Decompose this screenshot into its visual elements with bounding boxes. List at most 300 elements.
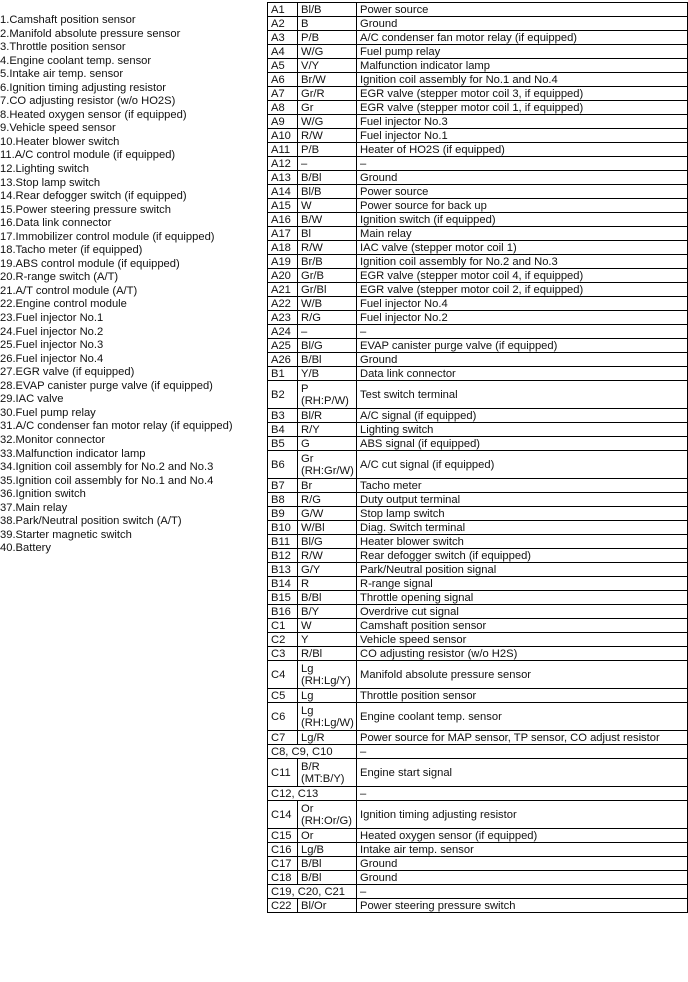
wire-color-cell (298, 283, 357, 297)
wire-color-cell (298, 535, 357, 549)
legend-item: 38.Park/Neutral position switch (A/T) (0, 515, 182, 528)
wire-color: B/Bl (301, 591, 322, 604)
table-row (268, 339, 688, 353)
table-row (268, 633, 688, 647)
circuit-cell: Camshaft position sensor (357, 619, 688, 633)
wire-color: W (301, 199, 312, 212)
legend-item: 22.Engine control module (0, 298, 127, 311)
wire-color: R/G (301, 493, 321, 506)
terminal-cell: A21 (268, 283, 298, 297)
circuit-cell: Data link connector (357, 367, 688, 381)
wire-color: Or (301, 829, 314, 842)
terminal-cell: A11 (268, 143, 298, 157)
circuit-cell: Heated oxygen sensor (if equipped) (357, 829, 688, 843)
legend-item: 30.Fuel pump relay (0, 406, 96, 419)
table-row (268, 31, 688, 45)
terminal-cell: A24 (268, 325, 298, 339)
table-row (268, 745, 688, 759)
wire-color-cell (298, 115, 357, 129)
circuit-cell: Heater blower switch (357, 535, 688, 549)
wire-color-cell (298, 577, 357, 591)
circuit-cell: Ignition timing adjusting resistor (357, 801, 688, 829)
wire-color-cell (298, 409, 357, 423)
wire-color: B/Bl (301, 353, 322, 366)
wire-color-cell (298, 549, 357, 563)
table-row (268, 731, 688, 745)
table-row (268, 3, 688, 17)
wire-color-cell (298, 87, 357, 101)
legend-item: 25.Fuel injector No.3 (0, 339, 104, 352)
circuit-cell: Fuel injector No.2 (357, 311, 688, 325)
wire-color: Bl (301, 227, 311, 240)
legend-item: 13.Stop lamp switch (0, 176, 101, 189)
legend-item: 17.Immobilizer control module (if equipped) (0, 230, 215, 243)
legend-item: 7.CO adjusting resistor (w/o HO2S) (0, 95, 176, 108)
terminal-cell: B4 (268, 423, 298, 437)
terminal-cell: B7 (268, 479, 298, 493)
wire-color-cell (298, 255, 357, 269)
table-row (268, 493, 688, 507)
table-row (268, 241, 688, 255)
table-row (268, 409, 688, 423)
terminal-cell: B15 (268, 591, 298, 605)
wire-color-cell (298, 129, 357, 143)
terminal-cell: A15 (268, 199, 298, 213)
terminal-cell: A26 (268, 353, 298, 367)
wire-color: W (301, 619, 312, 632)
wire-color: W/G (301, 45, 324, 58)
wire-color-cell (298, 199, 357, 213)
table-row (268, 787, 688, 801)
terminal-cell: C18 (268, 871, 298, 885)
table-row (268, 353, 688, 367)
terminal-cell: A23 (268, 311, 298, 325)
wire-color-cell (298, 31, 357, 45)
table-row (268, 101, 688, 115)
terminal-cell: C17 (268, 857, 298, 871)
table-row (268, 885, 688, 899)
wire-color-cell (298, 3, 357, 17)
circuit-cell: Fuel injector No.3 (357, 115, 688, 129)
table-row (268, 115, 688, 129)
legend-item: 28.EVAP canister purge valve (if equipped) (0, 379, 213, 392)
wire-color: B/Bl (301, 871, 322, 884)
table-row (268, 171, 688, 185)
circuit-cell: CO adjusting resistor (w/o H2S) (357, 647, 688, 661)
wire-color: P/B (301, 31, 320, 44)
table-row (268, 577, 688, 591)
wire-color: R/W (301, 129, 323, 142)
circuit-cell: Throttle opening signal (357, 591, 688, 605)
circuit-cell: Fuel injector No.4 (357, 297, 688, 311)
terminal-cell: A7 (268, 87, 298, 101)
circuit-cell: Power source (357, 185, 688, 199)
legend-item: 8.Heated oxygen sensor (if equipped) (0, 108, 187, 121)
wire-color: Bl/R (301, 409, 323, 422)
wire-color: Gr/B (301, 269, 324, 282)
terminal-cell: C14 (268, 801, 298, 829)
wire-color-cell (298, 185, 357, 199)
table-body (268, 3, 688, 913)
terminal-cell: B16 (268, 605, 298, 619)
terminal-cell: A8 (268, 101, 298, 115)
table-row (268, 829, 688, 843)
wire-color-cell (298, 297, 357, 311)
wire-color: Gr (301, 101, 314, 114)
wire-color-cell (298, 143, 357, 157)
table-row (268, 507, 688, 521)
circuit-cell: Overdrive cut signal (357, 605, 688, 619)
table-row (268, 479, 688, 493)
legend-item: 37.Main relay (0, 501, 68, 514)
table-row (268, 605, 688, 619)
wire-color-cell (298, 507, 357, 521)
circuit-cell: Rear defogger switch (if equipped) (357, 549, 688, 563)
legend-item: 21.A/T control module (A/T) (0, 284, 138, 297)
table-row (268, 283, 688, 297)
table-row (268, 899, 688, 913)
legend-item: 19.ABS control module (if equipped) (0, 257, 180, 270)
wire-color-cell (298, 73, 357, 87)
circuit-cell: Power source for MAP sensor, TP sensor, CO adjust resistor (357, 731, 688, 745)
table-row (268, 451, 688, 479)
legend-item: 12.Lighting switch (0, 163, 89, 176)
wire-color: Lg (301, 689, 314, 702)
wire-color-cell (298, 689, 357, 703)
circuit-cell: Ground (357, 171, 688, 185)
legend-item: 3.Throttle position sensor (0, 41, 126, 54)
wire-color: B/R (301, 760, 320, 773)
circuit-cell: Ground (357, 857, 688, 871)
table-row (268, 87, 688, 101)
wire-color-cell (298, 339, 357, 353)
table-row (268, 647, 688, 661)
table-row (268, 367, 688, 381)
terminal-cell: A2 (268, 17, 298, 31)
table-row (268, 269, 688, 283)
table-row (268, 535, 688, 549)
terminal-cell: C3 (268, 647, 298, 661)
table-row (268, 45, 688, 59)
table-row (268, 549, 688, 563)
terminal-cell: C8, C9, C10 (268, 745, 357, 759)
legend-item: 1.Camshaft position sensor (0, 14, 136, 26)
circuit-cell: A/C condenser fan motor relay (if equipped) (357, 31, 688, 45)
circuit-cell: Power source for back up (357, 199, 688, 213)
terminal-cell: C12, C13 (268, 787, 357, 801)
wire-color: – (301, 157, 308, 170)
table-row (268, 689, 688, 703)
legend-item: 40.Battery (0, 542, 51, 555)
table-row (268, 227, 688, 241)
table-row (268, 591, 688, 605)
wire-color-alt: (RH:Lg/W) (301, 716, 354, 729)
wire-color: Lg (301, 662, 314, 675)
circuit-cell: Ignition coil assembly for No.1 and No.4 (357, 73, 688, 87)
table-row (268, 213, 688, 227)
legend-item: 36.Ignition switch (0, 488, 86, 501)
table-row (268, 297, 688, 311)
terminal-cell: A14 (268, 185, 298, 199)
terminal-cell: A9 (268, 115, 298, 129)
circuit-cell: Power source (357, 3, 688, 17)
wire-color-cell (298, 843, 357, 857)
circuit-cell: Tacho meter (357, 479, 688, 493)
wire-color: Gr (301, 452, 314, 465)
wire-color-alt: (RH:P/W) (301, 394, 349, 407)
terminal-cell: B11 (268, 535, 298, 549)
terminal-cell: A10 (268, 129, 298, 143)
circuit-cell: Lighting switch (357, 423, 688, 437)
terminal-cell: C1 (268, 619, 298, 633)
table-row (268, 857, 688, 871)
terminal-cell: B13 (268, 563, 298, 577)
circuit-cell: ABS signal (if equipped) (357, 437, 688, 451)
circuit-cell: Ground (357, 353, 688, 367)
wire-color-cell (298, 45, 357, 59)
terminal-cell: A22 (268, 297, 298, 311)
wire-color-cell (298, 731, 357, 745)
table-row (268, 661, 688, 689)
terminal-cell: C6 (268, 703, 298, 731)
wire-color: B/Bl (301, 857, 322, 870)
legend-item: 14.Rear defogger switch (if equipped) (0, 190, 187, 203)
wire-color: W/Bl (301, 521, 325, 534)
wire-color: Br/W (301, 73, 326, 86)
wire-color-alt: (RH:Gr/W) (301, 464, 354, 477)
wire-color-cell (298, 479, 357, 493)
wire-color: B/Bl (301, 171, 322, 184)
table-row (268, 871, 688, 885)
wire-color: P/B (301, 143, 320, 156)
circuit-cell: Engine coolant temp. sensor (357, 703, 688, 731)
legend-item: 32.Monitor connector (0, 433, 106, 446)
terminal-cell: C7 (268, 731, 298, 745)
circuit-cell: A/C signal (if equipped) (357, 409, 688, 423)
circuit-cell: Vehicle speed sensor (357, 633, 688, 647)
wire-color-cell (298, 829, 357, 843)
wire-color-alt: (RH:Lg/Y) (301, 674, 351, 687)
circuit-cell: Fuel pump relay (357, 45, 688, 59)
terminal-cell: A1 (268, 3, 298, 17)
wire-color-alt: (RH:Or/G) (301, 814, 352, 827)
wire-color-cell (298, 311, 357, 325)
wire-color-alt: (MT:B/Y) (301, 772, 345, 785)
terminal-cell: A12 (268, 157, 298, 171)
circuit-cell: EGR valve (stepper motor coil 1, if equipped) (357, 101, 688, 115)
circuit-cell: Main relay (357, 227, 688, 241)
circuit-cell: Diag. Switch terminal (357, 521, 688, 535)
table-row (268, 17, 688, 31)
legend-item: 23.Fuel injector No.1 (0, 312, 104, 325)
legend-item: 5.Intake air temp. sensor (0, 68, 124, 81)
wire-color: Bl/G (301, 339, 323, 352)
wire-color-cell (298, 381, 357, 409)
wire-color: Lg/R (301, 731, 325, 744)
wire-color-cell (298, 101, 357, 115)
terminal-cell: C22 (268, 899, 298, 913)
circuit-cell: Ignition coil assembly for No.2 and No.3 (357, 255, 688, 269)
wire-color-cell (298, 871, 357, 885)
terminal-cell: C4 (268, 661, 298, 689)
terminal-cell: C5 (268, 689, 298, 703)
wire-color-cell (298, 171, 357, 185)
wire-color: Or (301, 802, 314, 815)
wire-color-cell (298, 647, 357, 661)
wire-color: W/G (301, 115, 324, 128)
wire-color-cell (298, 591, 357, 605)
wire-color-cell (298, 521, 357, 535)
circuit-cell: Heater of HO2S (if equipped) (357, 143, 688, 157)
circuit-cell: R-range signal (357, 577, 688, 591)
ecm-terminal-table (267, 2, 688, 913)
terminal-cell: B12 (268, 549, 298, 563)
legend-item: 39.Starter magnetic switch (0, 528, 132, 541)
table-row (268, 255, 688, 269)
legend-item: 4.Engine coolant temp. sensor (0, 54, 152, 67)
circuit-cell: – (357, 325, 688, 339)
wire-color-cell (298, 899, 357, 913)
circuit-cell: – (357, 745, 688, 759)
wire-color-cell (298, 857, 357, 871)
table-row (268, 143, 688, 157)
table-row (268, 325, 688, 339)
terminal-cell: B8 (268, 493, 298, 507)
legend-item: 20.R-range switch (A/T) (0, 271, 119, 284)
circuit-cell: – (357, 157, 688, 171)
wire-color: Bl/B (301, 185, 322, 198)
wire-color-cell (298, 437, 357, 451)
wire-color-cell (298, 269, 357, 283)
wire-color-cell (298, 423, 357, 437)
wire-color: Y/B (301, 367, 320, 380)
circuit-cell: – (357, 787, 688, 801)
wire-color-cell (298, 59, 357, 73)
table-row (268, 437, 688, 451)
component-legend (0, 14, 262, 556)
wire-color: Bl/Or (301, 899, 327, 912)
legend-item: 2.Manifold absolute pressure sensor (0, 27, 181, 40)
legend-item: 11.A/C control module (if equipped) (0, 149, 176, 162)
terminal-cell: B14 (268, 577, 298, 591)
circuit-cell: A/C cut signal (if equipped) (357, 451, 688, 479)
wire-color-cell (298, 801, 357, 829)
terminal-cell: B3 (268, 409, 298, 423)
legend-item: 31.A/C condenser fan motor relay (if equipped) (0, 420, 233, 433)
terminal-cell: A25 (268, 339, 298, 353)
legend-item: 15.Power steering pressure switch (0, 203, 171, 216)
legend-item: 35.Ignition coil assembly for No.1 and No.4 (0, 474, 214, 487)
circuit-cell: Park/Neutral position signal (357, 563, 688, 577)
table-row (268, 843, 688, 857)
terminal-cell: B5 (268, 437, 298, 451)
terminal-cell: C15 (268, 829, 298, 843)
terminal-cell: A13 (268, 171, 298, 185)
terminal-cell: B10 (268, 521, 298, 535)
circuit-cell: EGR valve (stepper motor coil 2, if equipped) (357, 283, 688, 297)
wire-color-cell (298, 157, 357, 171)
circuit-cell: EVAP canister purge valve (if equipped) (357, 339, 688, 353)
wire-color-cell (298, 325, 357, 339)
circuit-cell: EGR valve (stepper motor coil 3, if equipped) (357, 87, 688, 101)
circuit-cell: – (357, 885, 688, 899)
table-row (268, 73, 688, 87)
wire-color-cell (298, 353, 357, 367)
wire-color: Gr/Bl (301, 283, 327, 296)
wire-color-cell (298, 227, 357, 241)
wire-color-cell (298, 605, 357, 619)
terminal-cell: A18 (268, 241, 298, 255)
wire-color: Br/B (301, 255, 323, 268)
circuit-cell: Intake air temp. sensor (357, 843, 688, 857)
terminal-cell: A20 (268, 269, 298, 283)
wire-color: G/W (301, 507, 324, 520)
wire-color: B/Y (301, 605, 320, 618)
table-row (268, 619, 688, 633)
wire-color-cell (298, 563, 357, 577)
legend-item: 10.Heater blower switch (0, 135, 120, 148)
wire-color-cell (298, 367, 357, 381)
circuit-cell: Manifold absolute pressure sensor (357, 661, 688, 689)
table-row (268, 185, 688, 199)
circuit-cell: Ground (357, 871, 688, 885)
table-row (268, 59, 688, 73)
circuit-cell: EGR valve (stepper motor coil 4, if equipped) (357, 269, 688, 283)
table-row (268, 703, 688, 731)
terminal-cell: A19 (268, 255, 298, 269)
circuit-cell: Power steering pressure switch (357, 899, 688, 913)
wire-color: R/Y (301, 423, 320, 436)
wire-color: Lg (301, 704, 314, 717)
wire-color: W/B (301, 297, 323, 310)
legend-item: 33.Malfunction indicator lamp (0, 447, 146, 460)
terminal-cell: B9 (268, 507, 298, 521)
table-row (268, 801, 688, 829)
circuit-cell: Engine start signal (357, 759, 688, 787)
circuit-cell: IAC valve (stepper motor coil 1) (357, 241, 688, 255)
circuit-cell: Fuel injector No.1 (357, 129, 688, 143)
legend-item: 16.Data link connector (0, 217, 112, 230)
circuit-cell: Duty output terminal (357, 493, 688, 507)
terminal-cell: B6 (268, 451, 298, 479)
wire-color: B (301, 17, 309, 30)
circuit-cell: Malfunction indicator lamp (357, 59, 688, 73)
circuit-cell: Test switch terminal (357, 381, 688, 409)
table-row (268, 157, 688, 171)
terminal-cell: B2 (268, 381, 298, 409)
wire-color-cell (298, 213, 357, 227)
wire-color-cell (298, 703, 357, 731)
wire-color: R/W (301, 241, 323, 254)
legend-item: 27.EGR valve (if equipped) (0, 366, 135, 379)
wire-color-cell (298, 661, 357, 689)
table-row (268, 129, 688, 143)
circuit-cell: Ground (357, 17, 688, 31)
wire-color-cell (298, 759, 357, 787)
wire-color: Bl/B (301, 3, 322, 16)
wire-color: – (301, 325, 308, 338)
terminal-cell: C11 (268, 759, 298, 787)
terminal-cell: B1 (268, 367, 298, 381)
wire-color: Br (301, 479, 313, 492)
wire-color: Bl/G (301, 535, 323, 548)
terminal-cell: C2 (268, 633, 298, 647)
wire-color: B/W (301, 213, 323, 226)
wire-color: R/W (301, 549, 323, 562)
legend-item: 9.Vehicle speed sensor (0, 122, 116, 135)
wire-color: V/Y (301, 59, 320, 72)
wire-color-cell (298, 633, 357, 647)
